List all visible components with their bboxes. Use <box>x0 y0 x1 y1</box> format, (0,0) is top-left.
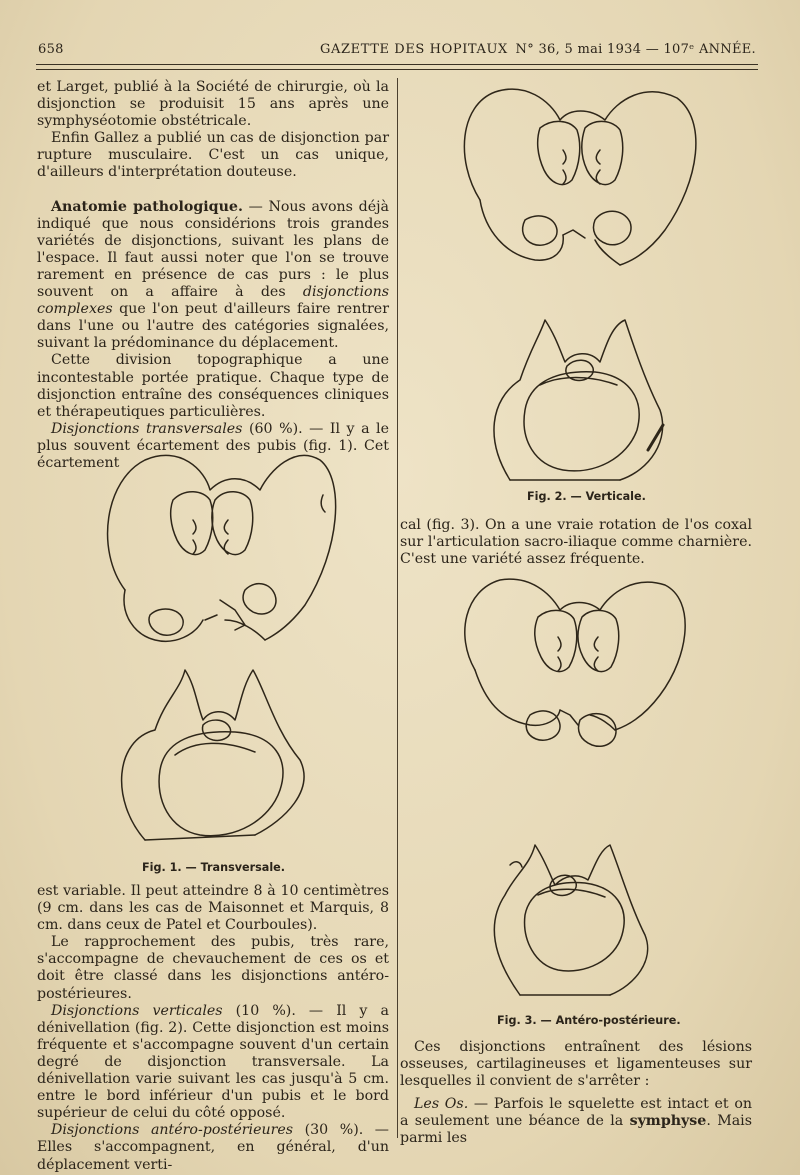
paragraph-anatomie: Anatomie pathologique. — Nous avons déjà indiqué que nous considérions trois grandes variétés de disjonctions, suivant les plans de l'espace. Il faut aussi noter que l'on se trouve rarement en présence de cas purs : le plus souvent on a affaire à des disjonctions complexes que l'on peut d'ailleurs faire rentrer dans l'une ou l'autre des catégories signalées, suivant la prédominance du déplacement. <box>37 198 389 352</box>
right-column-middle <box>400 517 752 568</box>
paragraph: et Larget, publié à la Société de chirurgie, où la disjonction se produisit 15 ans après une symphyséotomie obstétricale. <box>37 79 389 130</box>
right-column-bottom <box>400 1039 752 1148</box>
page-number: 658 <box>38 42 64 57</box>
paragraph: Le rapprochement des pubis, très rare, s'accompagne de chevauchement de ces os et doit être classé dans les disjonctions antéro-postérieures. <box>37 934 389 1002</box>
paragraph: est variable. Il peut atteindre 8 à 10 centimètres (9 cm. dans les cas de Maisonnet et Marquis, 8 cm. dans ceux de Patel et Courboules). <box>37 883 389 934</box>
section-heading: Anatomie pathologique. <box>51 198 243 215</box>
issue-date: N° 36, 5 mai 1934 — 107ᵉ ANNÉE. <box>515 42 756 57</box>
left-column-top <box>37 79 389 472</box>
paragraph-antero: Disjonctions antéro-postérieures (30 %). — Elles s'accompagnent, en général, d'un déplacement verti- <box>37 1122 389 1173</box>
fig1-caption: Fig. 1. — Transversale. <box>142 861 286 874</box>
paragraph-verticales: Disjonctions verticales (10 %). — Il y a dénivellation (fig. 2). Cette disjonction est moins fréquente et s'accompagne souvent d'un certain degré de disjonction transversale. La dénivellation varie suivant les cas jusqu'à 5 cm. entre le bord inférieur d'un pubis et le bord supérieur de celui du côté opposé. <box>37 1002 389 1122</box>
header-rule <box>36 64 758 65</box>
journal-title: GAZETTE DES HOPITAUX <box>320 42 508 57</box>
paragraph: Enfin Gallez a publié un cas de disjonction par rupture musculaire. C'est un cas unique, d'ailleurs d'interprétation douteuse. <box>37 130 389 181</box>
fig2-caption: Fig. 2. — Verticale. <box>527 490 646 503</box>
left-column-bottom <box>37 883 389 1174</box>
paragraph: Cette division topographique a une incontestable portée pratique. Chaque type de disjonction entraîne des conséquences cliniques et thérapeutiques particulières. <box>37 352 389 420</box>
paragraph: cal (fig. 3). On a une vraie rotation de l'os coxal sur l'articulation sacro-iliaque comme charnière. C'est une variété assez fréquente. <box>400 517 752 568</box>
fig2-pelvis-illustration <box>445 80 715 490</box>
fig3-pelvis-illustration <box>450 575 705 1005</box>
header-rule-thin <box>36 69 758 70</box>
paragraph: Ces disjonctions entraînent des lésions osseuses, cartilagineuses et ligamenteuses sur lesquelles il convient de s'arrêter : <box>400 1039 752 1090</box>
fig1-pelvis-illustration <box>85 440 345 860</box>
paragraph-transversales: Disjonctions transversales (60 %). — Il y a le plus souvent écartement des pubis (fig. 1). Cet écartement <box>37 420 389 471</box>
column-divider <box>397 78 398 1138</box>
running-header <box>38 42 756 62</box>
paragraph-les-os: Les Os. — Parfois le squelette est intact et on a seulement une béance de la symphyse. Mais parmi les <box>400 1096 753 1147</box>
fig3-caption: Fig. 3. — Antéro-postérieure. <box>497 1014 681 1027</box>
